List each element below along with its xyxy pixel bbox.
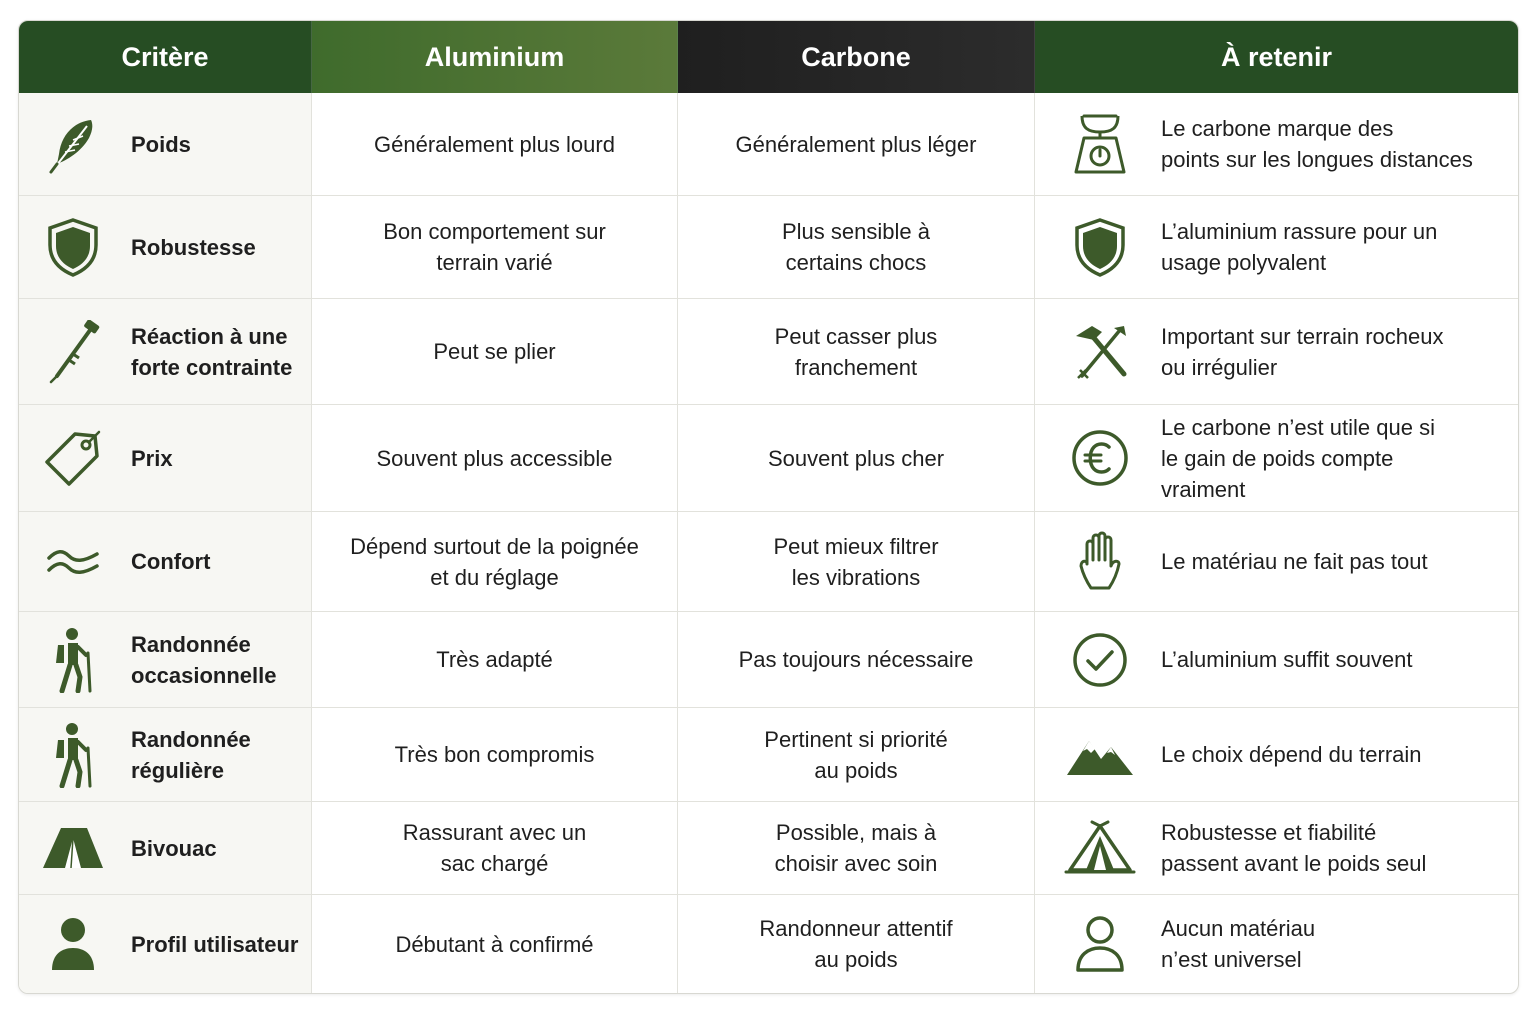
euro-icon: [1061, 426, 1139, 490]
criterion-cell: [19, 895, 312, 993]
carbone-cell: [678, 299, 1035, 405]
criterion-label: Randonnée occasionnelle: [131, 631, 277, 688]
comparison-table: [18, 20, 1519, 994]
criterion-cell: [19, 708, 312, 802]
aluminium-text: Très adapté: [436, 647, 553, 672]
criterion-cell: [19, 802, 312, 895]
aluminium-text: Débutant à confirmé: [395, 931, 594, 957]
criterion-label: Réaction à une forte contrainte: [131, 323, 293, 380]
carbone-text: Peut mieux filtrer les vibrations: [773, 533, 939, 590]
retenir-text: Important sur terrain rocheux ou irrégulier: [1161, 323, 1444, 380]
aluminium-cell: [312, 405, 678, 512]
mountains-icon: [1061, 723, 1139, 787]
aluminium-cell: [312, 708, 678, 802]
criterion-cell: [19, 405, 312, 512]
shield-icon: [41, 215, 105, 279]
criterion-label: Poids: [131, 131, 191, 157]
criterion-label: Prix: [131, 445, 173, 471]
header-criterion: Critère: [19, 21, 312, 93]
criterion-label: Bivouac: [131, 835, 217, 861]
aluminium-cell: [312, 512, 678, 612]
retenir-cell: [1035, 802, 1518, 895]
criterion-cell: [19, 612, 312, 708]
carbone-text: Peut casser plus franchement: [774, 323, 938, 380]
carbone-cell: [678, 895, 1035, 993]
aluminium-text: Rassurant avec un sac chargé: [402, 820, 587, 876]
retenir-text: Le choix dépend du terrain: [1161, 742, 1422, 767]
price-tag-icon: [41, 426, 105, 490]
scale-icon: [1061, 112, 1139, 176]
carbone-text: Plus sensible à certains chocs: [782, 219, 930, 275]
hiker-icon: [41, 723, 105, 787]
aluminium-text: Souvent plus accessible: [376, 445, 613, 471]
criterion-cell: [19, 196, 312, 299]
aluminium-cell: [312, 895, 678, 993]
retenir-text: L’aluminium rassure pour un usage polyvalent: [1161, 219, 1438, 275]
hiker-icon: [41, 628, 105, 692]
criterion-cell: [19, 299, 312, 405]
criterion-label: Confort: [131, 549, 211, 574]
aluminium-text: Généralement plus lourd: [374, 131, 615, 157]
tent-icon: [41, 816, 105, 880]
vibration-waves-icon: [41, 530, 105, 594]
retenir-text: Robustesse et fiabilité passent avant le poids seul: [1161, 820, 1427, 876]
carbone-cell: [678, 405, 1035, 512]
carbone-text: Pertinent si priorité au poids: [764, 726, 948, 783]
header-carbone: Carbone: [678, 21, 1035, 93]
retenir-cell: [1035, 196, 1518, 299]
criterion-label: Randonnée régulière: [131, 726, 251, 783]
carbone-cell: [678, 93, 1035, 196]
retenir-text: Le carbone marque des points sur les longues distances: [1161, 116, 1473, 172]
header-aluminium: Aluminium: [312, 21, 678, 93]
retenir-text: Le matériau ne fait pas tout: [1161, 549, 1428, 574]
aluminium-cell: [312, 802, 678, 895]
aluminium-cell: [312, 299, 678, 405]
trekking-pole-icon: [41, 320, 105, 384]
retenir-text: Aucun matériau n’est universel: [1161, 916, 1316, 972]
carbone-text: Pas toujours nécessaire: [738, 647, 974, 672]
aluminium-text: Bon comportement sur terrain varié: [383, 219, 606, 275]
aluminium-text: Peut se plier: [433, 339, 556, 364]
carbone-cell: [678, 196, 1035, 299]
aluminium-text: Dépend surtout de la poignée et du réglage: [350, 533, 639, 590]
retenir-cell: [1035, 895, 1518, 993]
carbone-cell: [678, 612, 1035, 708]
hand-icon: [1061, 530, 1139, 594]
retenir-text: Le carbone n’est utile que si le gain de poids compte vraiment: [1161, 414, 1435, 502]
header-retenir: À retenir: [1035, 21, 1518, 93]
aluminium-text: Très bon compromis: [394, 742, 595, 767]
tent-outline-icon: [1061, 816, 1139, 880]
carbone-text: Souvent plus cher: [767, 445, 945, 471]
carbone-cell: [678, 708, 1035, 802]
shield-icon: [1061, 215, 1139, 279]
crossed-tools-icon: [1061, 320, 1139, 384]
carbone-text: Généralement plus léger: [735, 131, 977, 157]
comparison-grid: [19, 21, 1518, 993]
retenir-cell: [1035, 93, 1518, 196]
retenir-cell: [1035, 512, 1518, 612]
criterion-label: Robustesse: [131, 234, 256, 260]
criterion-cell: [19, 512, 312, 612]
criterion-cell: [19, 93, 312, 196]
user-outline-icon: [1061, 912, 1139, 976]
aluminium-cell: [312, 196, 678, 299]
retenir-cell: [1035, 299, 1518, 405]
check-circle-icon: [1061, 628, 1139, 692]
carbone-cell: [678, 512, 1035, 612]
retenir-text: L’aluminium suffit souvent: [1161, 647, 1413, 672]
carbone-text: Randonneur attentif au poids: [759, 916, 953, 972]
retenir-cell: [1035, 708, 1518, 802]
retenir-cell: [1035, 405, 1518, 512]
retenir-cell: [1035, 612, 1518, 708]
user-icon: [41, 912, 105, 976]
carbone-cell: [678, 802, 1035, 895]
carbone-text: Possible, mais à choisir avec soin: [774, 820, 938, 876]
aluminium-cell: [312, 612, 678, 708]
aluminium-cell: [312, 93, 678, 196]
feather-icon: [41, 112, 105, 176]
criterion-label: Profil utilisateur: [131, 931, 299, 957]
